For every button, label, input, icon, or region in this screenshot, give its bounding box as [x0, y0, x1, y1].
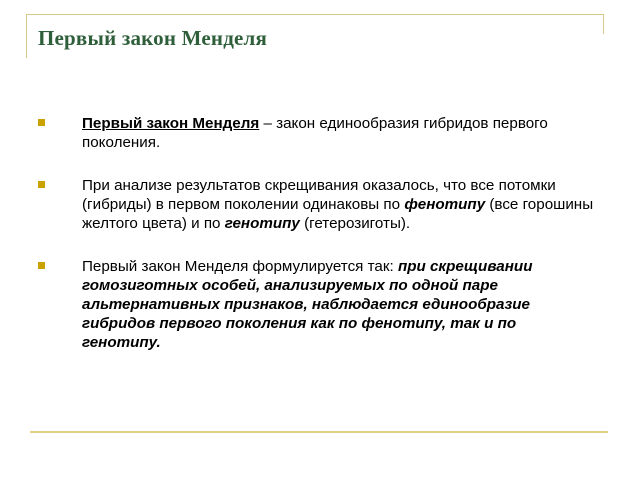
bullet-item-analysis — [38, 176, 598, 233]
analysis-text-part3: (гетерозиготы). — [299, 215, 411, 232]
formulation-lead: Первый закон Менделя формулируется так: — [82, 258, 398, 275]
law-definition-text: – закон единообразия гибридов первого поколения. — [82, 115, 548, 151]
genotype-term: генотипу — [224, 215, 300, 232]
title-frame-top-line — [26, 14, 604, 15]
bullet-list — [38, 114, 598, 376]
analysis-text-part2: (все горошины желтого цвета) и по — [82, 196, 594, 232]
bullet-item-formulation — [38, 257, 598, 352]
phenotype-term: фенотипу — [404, 196, 486, 213]
formulation-statement: при скрещивании гомозиготных особей, анализируемых по одной паре альтернативных признаков, наблюдается единообразие гибридов первого поколения как по фенотипу, так и по генотипу. — [82, 258, 533, 351]
analysis-text-part1: При анализе результатов скрещивания оказалось, что все потомки (гибриды) в первом поколении одинаковы по — [82, 177, 556, 213]
title-frame-right-line — [603, 14, 604, 34]
bullet-item-definition — [38, 114, 598, 152]
square-bullet-icon — [38, 181, 45, 188]
law-term: Первый закон Менделя — [82, 115, 260, 132]
square-bullet-icon — [38, 119, 45, 126]
slide-title: Первый закон Менделя — [38, 26, 268, 50]
bottom-divider — [30, 431, 608, 433]
title-frame-left-line — [26, 14, 27, 58]
square-bullet-icon — [38, 262, 45, 269]
